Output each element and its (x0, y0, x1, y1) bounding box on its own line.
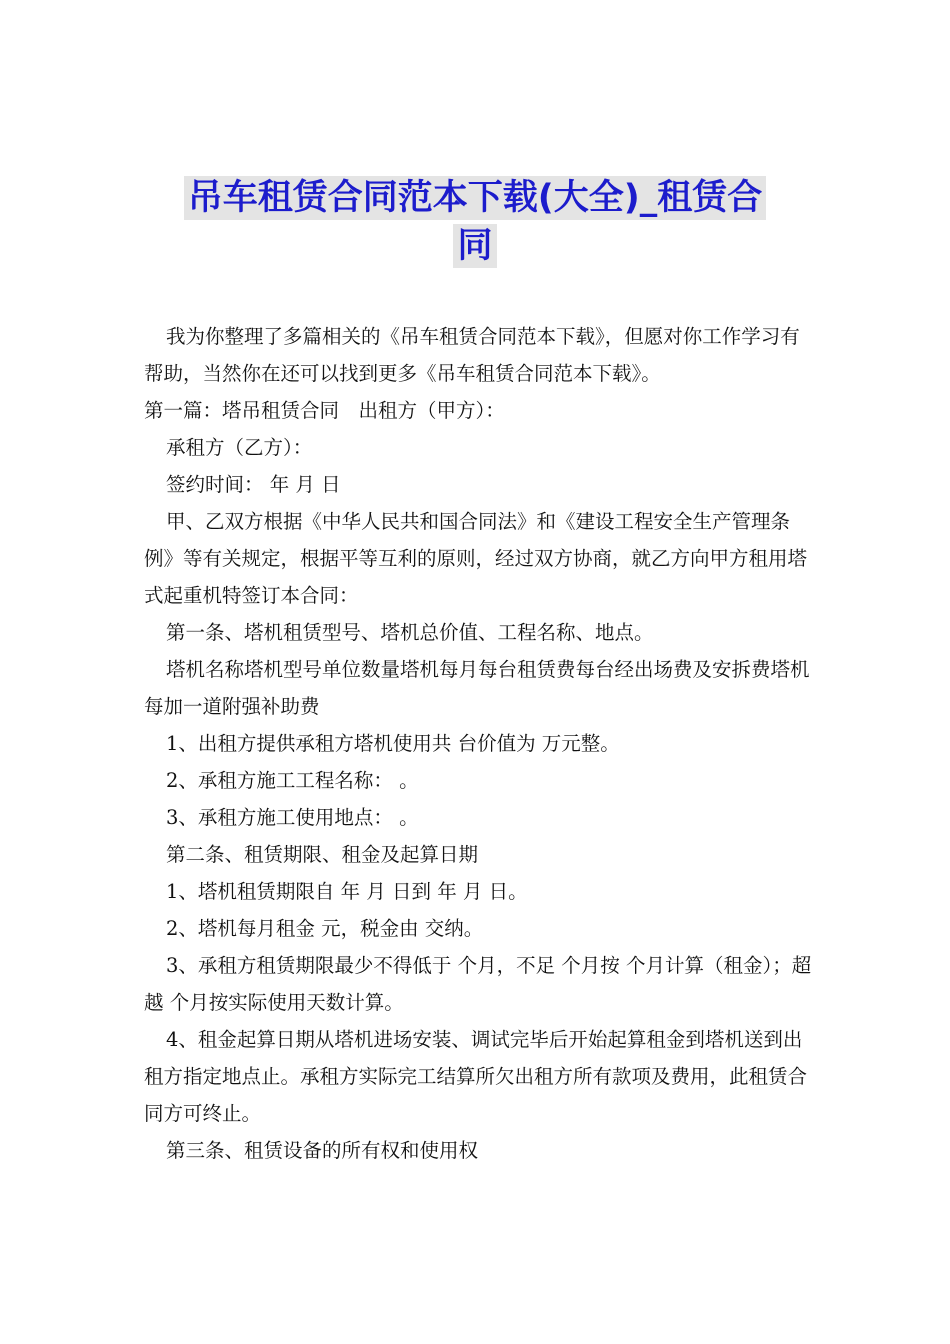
paragraph-item-2-1: 1、塔机租赁期限自 年 月 日到 年 月 日。 (166, 880, 528, 903)
paragraph-part-one-heading: 第一篇：塔吊租赁合同 出租方（甲方）： (144, 399, 505, 422)
paragraph-article-two: 第二条、租赁期限、租金及起算日期 (166, 843, 479, 866)
paragraph-intro: 我为你整理了多篇相关的《吊车租赁合同范本下载》，但愿对你工作学习有帮助，当然你在还可以找到更多《吊车租赁合同范本下载》。 (144, 325, 800, 385)
paragraph-item-2-3: 3、承租方租赁期限最少不得低于 个月，不足 个月按 个月计算（租金）；超越 个月按实际使用天数计算。 (144, 954, 812, 1014)
paragraph-item-1-2: 2、承租方施工工程名称： 。 (166, 769, 419, 792)
paragraph-item-2-2: 2、塔机每月租金 元，税金由 交纳。 (166, 917, 484, 940)
paragraph-lessee: 承租方（乙方）： (166, 436, 313, 459)
paragraph-preamble: 甲、乙双方根据《中华人民共和国合同法》和《建设工程安全生产管理条例》等有关规定，根据平等互利的原则，经过双方协商，就乙方向甲方租用塔式起重机特签订本合同： (144, 510, 808, 607)
paragraph-item-2-4: 4、租金起算日期从塔机进场安装、调试完毕后开始起算租金到塔机送到出租方指定地点止。承租方实际完工结算所欠出租方所有款项及费用，此租赁合同方可终止。 (144, 1028, 808, 1125)
paragraph-article-three: 第三条、租赁设备的所有权和使用权 (166, 1139, 479, 1162)
paragraph-crane-table-header: 塔机名称塔机型号单位数量塔机每月每台租赁费每台经出场费及安拆费塔机每加一道附强补助费 (144, 658, 810, 718)
paragraph-article-one: 第一条、塔机租赁型号、塔机总价值、工程名称、地点。 (166, 621, 654, 644)
title-line-2: 同 (453, 224, 496, 268)
paragraph-signing-date: 签约时间： 年 月 日 (166, 473, 341, 496)
document-title (150, 176, 800, 272)
title-line-1: 吊车租赁合同范本下载(大全)_租赁合 (184, 176, 767, 220)
paragraph-item-1-3: 3、承租方施工使用地点： 。 (166, 806, 419, 829)
document-body (144, 318, 812, 1169)
paragraph-item-1-1: 1、出租方提供承租方塔机使用共 台价值为 万元整。 (166, 732, 620, 755)
